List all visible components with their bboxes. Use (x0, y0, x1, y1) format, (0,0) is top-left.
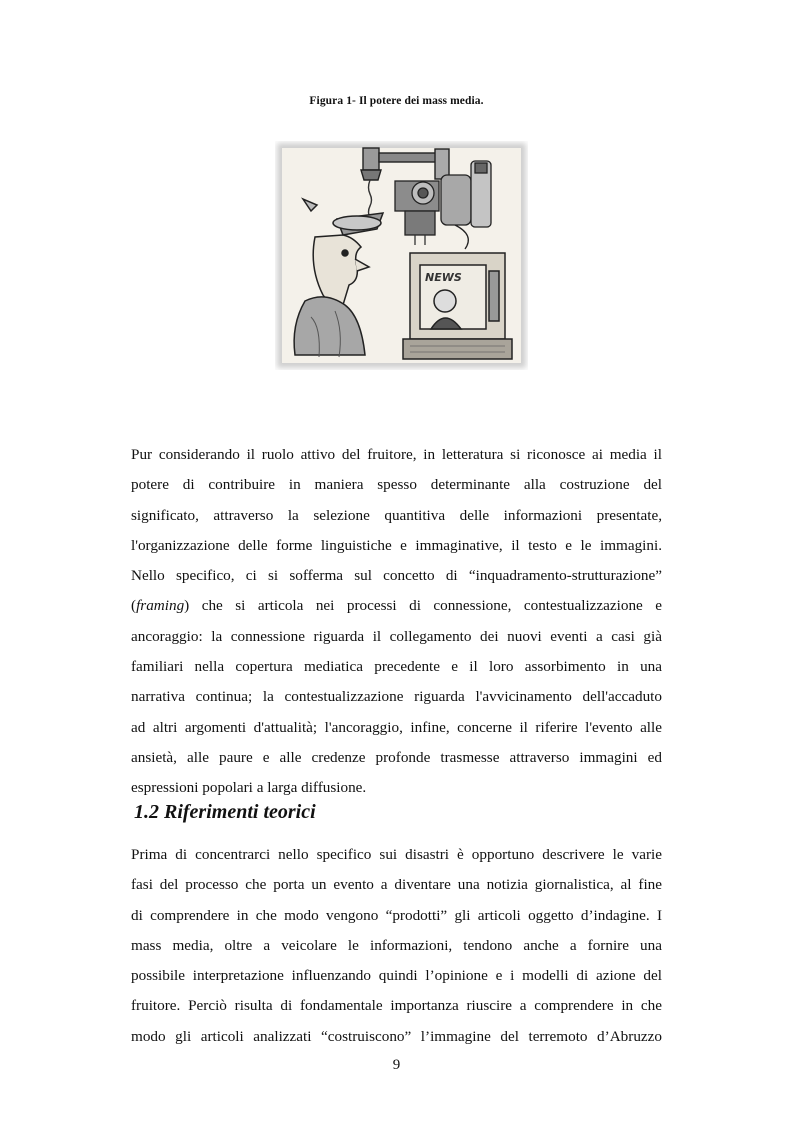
paragraph-1-line: narrativa continua; la contestualizzazione riguarda l'avvicinamento dell'accaduto (131, 688, 662, 706)
paragraph-1-line: espressioni popolari a larga diffusione. (131, 779, 367, 797)
television (403, 253, 512, 359)
paragraph-1-line: l'organizzazione delle forme linguistiche e immaginative, il testo e le immagini. (131, 536, 662, 554)
screen-label: NEWS (425, 271, 462, 284)
paragraph-2-line: modo gli articoli analizzati “costruiscono” l’immagine del terremoto d’Abruzzo (131, 1027, 662, 1045)
page-number: 9 (392, 1057, 401, 1073)
paragraph-2 (131, 840, 662, 1052)
paragraph-1-line: familiari nella copertura mediatica precedente e il loro assorbimento in una (131, 658, 662, 676)
paragraph-1 (131, 440, 662, 804)
illustration-svg (275, 141, 528, 370)
paragraph-2-line: fasi del processo che porta un evento a diventare una notizia giornalistica, al fine (131, 876, 662, 894)
paragraph-1-line: Pur considerando il ruolo attivo del fruitore, in letteratura si riconosce ai media il (131, 446, 662, 463)
paragraph-1-line-framing: (framing) che si articola nei processi di connessione, contestualizzazione e (131, 597, 662, 615)
paragraph-2-line: Prima di concentrarci nello specifico sui disastri è opportuno descrivere le varie (131, 846, 662, 863)
paragraph-1-line: ad altri argomenti d'attualità; l'ancoraggio, infine, concerne il riferire l'evento alle (131, 718, 662, 736)
paragraph-1-line: ancoraggio: la connessione riguarda il collegamento dei nuovi eventi a casi già (131, 627, 662, 645)
paragraph-2-line: mass media, oltre a veicolare le informazioni, tendono anche a fornire una (131, 936, 662, 954)
section-heading: 1.2 Riferimenti teorici (134, 801, 316, 823)
paragraph-1-line: Nello specifico, ci si sofferma sul concetto di “inquadramento-strutturazione” (131, 567, 662, 585)
paragraph-1-line-rest: che si articola nei processi di connessione, contestualizzazione e (201, 597, 662, 615)
paragraph-2-line: possibile interpretazione influenzando quindi l’opinione e i modelli di azione del (131, 967, 662, 985)
paragraph-2-line: fruitore. Perciò risulta di fondamentale importanza riuscire a comprendere in che (131, 997, 662, 1015)
figure-caption: Figura 1- Il potere dei mass media. (309, 95, 484, 107)
paragraph-1-line: significato, attraverso la selezione quantitiva delle informazioni presentate, (131, 506, 662, 524)
framing-term: framing (136, 597, 185, 615)
paragraph-1-line: ansietà, alle paure e alle credenze profonde trasmesse attraverso immagini ed (131, 748, 662, 766)
paragraph-2-line: di comprendere in che modo vengono “prodotti” gli articoli oggetto d’indagine. I (131, 906, 662, 924)
paragraph-1-line: potere di contribuire in maniera spesso determinante alla costruzione del (131, 476, 662, 494)
mass-media-illustration (275, 141, 528, 370)
